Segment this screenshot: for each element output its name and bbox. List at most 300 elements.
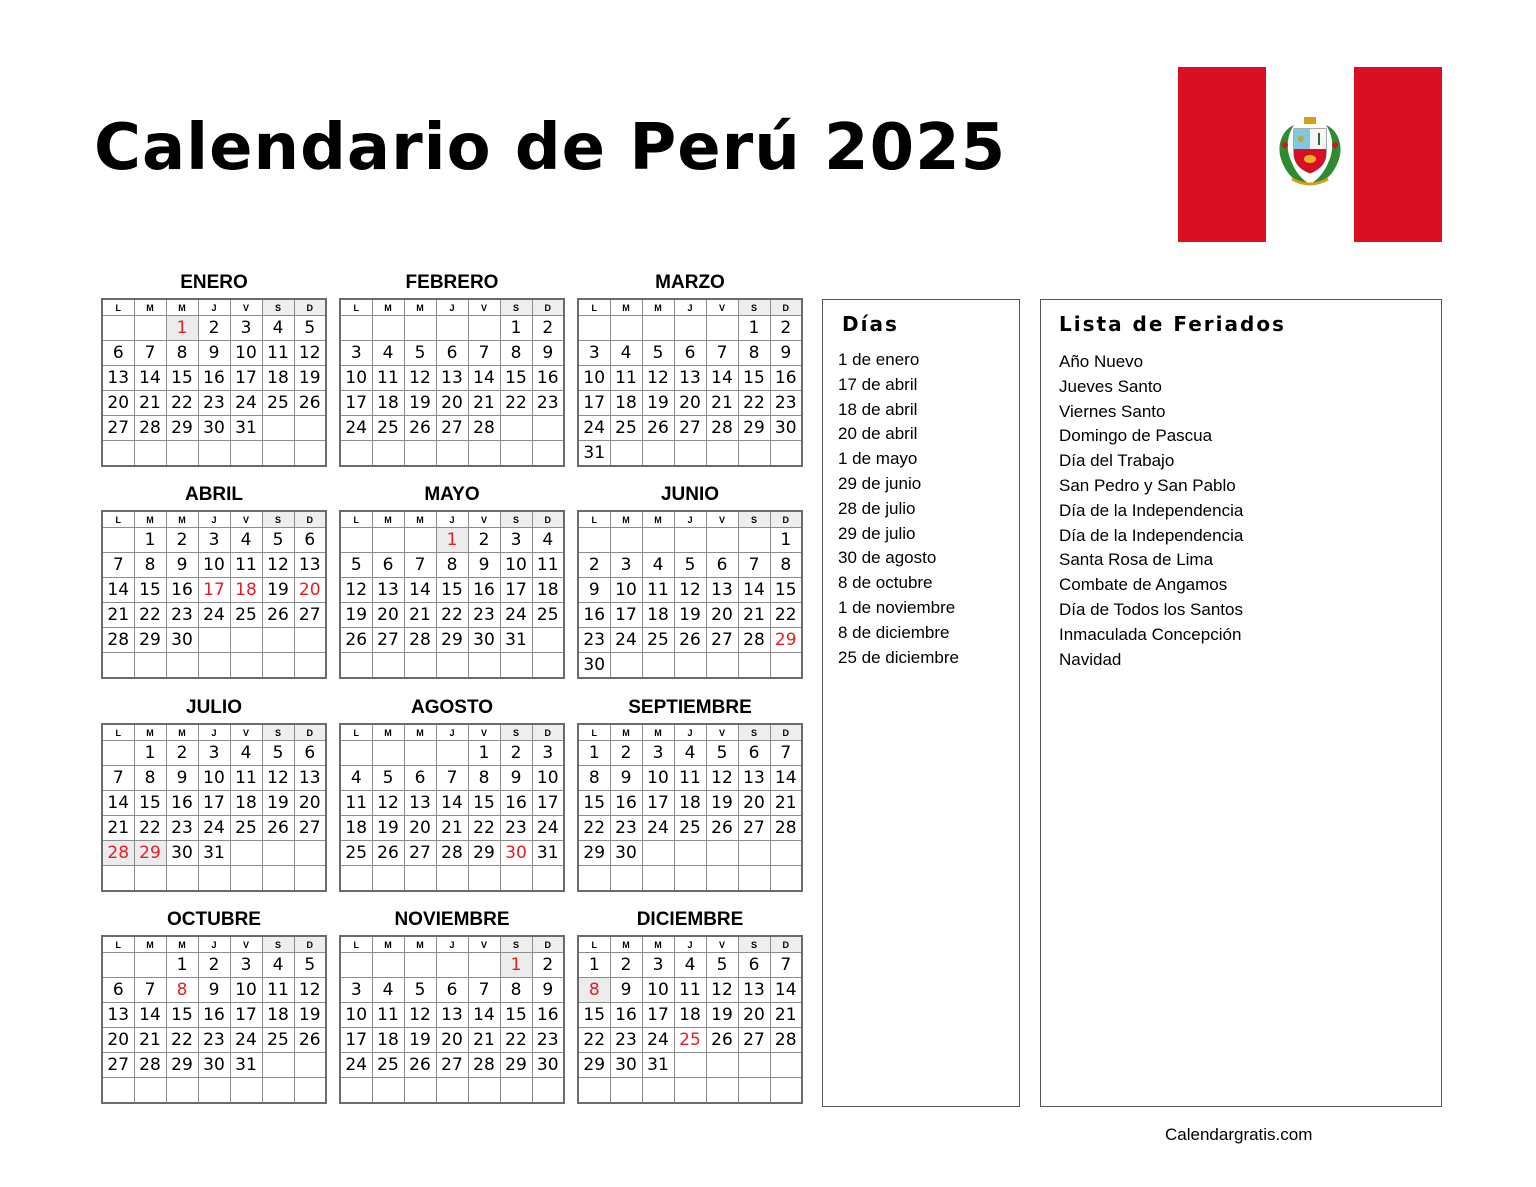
month-title: DICIEMBRE bbox=[636, 909, 744, 930]
day-cell: 21 bbox=[738, 603, 770, 628]
feriados-panel bbox=[1040, 299, 1442, 1107]
day-cell: 12 bbox=[642, 366, 674, 391]
day-cell: 20 bbox=[674, 391, 706, 416]
empty-cell bbox=[468, 316, 500, 341]
day-cell: 5 bbox=[674, 553, 706, 578]
day-cell: 25 bbox=[372, 416, 404, 441]
day-cell: 16 bbox=[578, 603, 610, 628]
week-row bbox=[340, 978, 564, 1003]
feriados-heading: Lista de Feriados bbox=[1059, 312, 1286, 336]
day-cell: 3 bbox=[642, 741, 674, 766]
empty-cell bbox=[102, 866, 134, 892]
week-row bbox=[102, 1003, 326, 1028]
day-cell: 17 bbox=[500, 578, 532, 603]
empty-cell bbox=[166, 1078, 198, 1104]
weekday-header: L bbox=[578, 936, 610, 953]
weekday-header: M bbox=[404, 299, 436, 316]
day-cell: 1 bbox=[134, 741, 166, 766]
day-cell: 19 bbox=[294, 1003, 326, 1028]
dias-item: 29 de junio bbox=[838, 473, 922, 493]
day-cell: 26 bbox=[262, 816, 294, 841]
day-cell: 11 bbox=[262, 341, 294, 366]
day-cell: 6 bbox=[294, 528, 326, 553]
empty-cell bbox=[372, 316, 404, 341]
week-row bbox=[102, 1028, 326, 1053]
day-cell: 16 bbox=[468, 578, 500, 603]
month-grid bbox=[101, 510, 327, 679]
month-grid bbox=[577, 298, 803, 467]
empty-cell bbox=[294, 441, 326, 467]
day-cell: 10 bbox=[610, 578, 642, 603]
weekday-header: D bbox=[532, 299, 564, 316]
day-cell: 28 bbox=[468, 416, 500, 441]
month-calendar bbox=[577, 905, 803, 1104]
empty-cell bbox=[134, 953, 166, 978]
day-cell: 22 bbox=[578, 1028, 610, 1053]
day-cell: 8 bbox=[770, 553, 802, 578]
weekday-header: M bbox=[372, 936, 404, 953]
day-cell: 8 bbox=[738, 341, 770, 366]
month-grid bbox=[101, 935, 327, 1104]
empty-cell bbox=[262, 1078, 294, 1104]
day-cell: 29 bbox=[738, 416, 770, 441]
feriado-item: Viernes Santo bbox=[1059, 401, 1166, 421]
weekday-header: D bbox=[532, 936, 564, 953]
day-cell: 16 bbox=[166, 791, 198, 816]
day-cell: 28 bbox=[770, 816, 802, 841]
day-cell: 7 bbox=[468, 978, 500, 1003]
day-cell: 12 bbox=[404, 366, 436, 391]
day-cell: 28 bbox=[134, 416, 166, 441]
empty-cell bbox=[294, 416, 326, 441]
week-row bbox=[578, 341, 802, 366]
empty-cell bbox=[674, 316, 706, 341]
week-row bbox=[340, 416, 564, 441]
day-cell: 3 bbox=[532, 741, 564, 766]
empty-cell bbox=[166, 441, 198, 467]
empty-cell bbox=[706, 653, 738, 679]
week-row bbox=[578, 1078, 802, 1104]
week-row bbox=[578, 841, 802, 866]
empty-cell bbox=[262, 628, 294, 653]
week-row bbox=[340, 791, 564, 816]
weekday-header: M bbox=[134, 299, 166, 316]
weekday-header: V bbox=[706, 936, 738, 953]
day-cell: 20 bbox=[294, 578, 326, 603]
day-cell: 21 bbox=[102, 816, 134, 841]
empty-cell bbox=[770, 441, 802, 467]
month-calendar bbox=[339, 693, 565, 892]
weekday-header: S bbox=[500, 511, 532, 528]
empty-cell bbox=[230, 841, 262, 866]
day-cell: 24 bbox=[340, 1053, 372, 1078]
empty-cell bbox=[294, 628, 326, 653]
weekday-header: J bbox=[436, 724, 468, 741]
empty-cell bbox=[706, 841, 738, 866]
day-cell: 15 bbox=[166, 366, 198, 391]
day-cell: 23 bbox=[578, 628, 610, 653]
day-cell: 16 bbox=[198, 366, 230, 391]
day-cell: 16 bbox=[500, 791, 532, 816]
day-cell: 9 bbox=[770, 341, 802, 366]
week-row bbox=[102, 603, 326, 628]
dias-item: 30 de agosto bbox=[838, 548, 937, 568]
weekday-header: L bbox=[340, 299, 372, 316]
weekday-header: J bbox=[198, 936, 230, 953]
day-cell: 14 bbox=[404, 578, 436, 603]
weekday-header: V bbox=[468, 299, 500, 316]
day-cell: 3 bbox=[578, 341, 610, 366]
empty-cell bbox=[166, 653, 198, 679]
day-cell: 20 bbox=[436, 1028, 468, 1053]
day-cell: 31 bbox=[230, 416, 262, 441]
month-grid bbox=[339, 935, 565, 1104]
day-cell: 26 bbox=[706, 1028, 738, 1053]
day-cell: 8 bbox=[500, 978, 532, 1003]
day-cell: 25 bbox=[674, 1028, 706, 1053]
day-cell: 21 bbox=[404, 603, 436, 628]
day-cell: 11 bbox=[642, 578, 674, 603]
week-row bbox=[578, 816, 802, 841]
week-row bbox=[578, 766, 802, 791]
empty-cell bbox=[706, 316, 738, 341]
day-cell: 14 bbox=[706, 366, 738, 391]
week-row bbox=[578, 741, 802, 766]
day-cell: 14 bbox=[134, 366, 166, 391]
empty-cell bbox=[706, 441, 738, 467]
week-row bbox=[578, 528, 802, 553]
day-cell: 31 bbox=[230, 1053, 262, 1078]
empty-cell bbox=[610, 866, 642, 892]
day-cell: 4 bbox=[642, 553, 674, 578]
weekday-header: V bbox=[230, 936, 262, 953]
day-cell: 22 bbox=[134, 603, 166, 628]
empty-cell bbox=[610, 1078, 642, 1104]
empty-cell bbox=[706, 528, 738, 553]
day-cell: 6 bbox=[102, 978, 134, 1003]
weekday-header: D bbox=[770, 936, 802, 953]
feriado-item: Navidad bbox=[1059, 649, 1122, 669]
dias-item: 29 de julio bbox=[838, 523, 916, 543]
week-row bbox=[340, 953, 564, 978]
day-cell: 13 bbox=[674, 366, 706, 391]
day-cell: 23 bbox=[468, 603, 500, 628]
day-cell: 25 bbox=[532, 603, 564, 628]
day-cell: 12 bbox=[706, 766, 738, 791]
day-cell: 20 bbox=[706, 603, 738, 628]
day-cell: 29 bbox=[500, 1053, 532, 1078]
day-cell: 27 bbox=[372, 628, 404, 653]
month-title: JUNIO bbox=[660, 484, 720, 505]
day-cell: 23 bbox=[166, 816, 198, 841]
weekday-header: M bbox=[372, 724, 404, 741]
week-row bbox=[578, 603, 802, 628]
flag-right-band bbox=[1354, 67, 1442, 242]
day-cell: 8 bbox=[166, 341, 198, 366]
empty-cell bbox=[198, 653, 230, 679]
day-cell: 10 bbox=[532, 766, 564, 791]
day-cell: 18 bbox=[532, 578, 564, 603]
day-cell: 7 bbox=[738, 553, 770, 578]
feriado-item: Combate de Angamos bbox=[1059, 575, 1228, 595]
week-row bbox=[340, 366, 564, 391]
day-cell: 19 bbox=[262, 791, 294, 816]
weekday-header: M bbox=[610, 511, 642, 528]
day-cell: 15 bbox=[436, 578, 468, 603]
weekday-header: L bbox=[102, 724, 134, 741]
day-cell: 16 bbox=[532, 1003, 564, 1028]
day-cell: 17 bbox=[230, 366, 262, 391]
week-row bbox=[102, 841, 326, 866]
empty-cell bbox=[134, 866, 166, 892]
week-row bbox=[102, 866, 326, 892]
peru-flag bbox=[1178, 67, 1442, 242]
day-cell: 17 bbox=[340, 1028, 372, 1053]
weekday-header: S bbox=[738, 511, 770, 528]
empty-cell bbox=[436, 441, 468, 467]
day-cell: 27 bbox=[738, 816, 770, 841]
day-cell: 20 bbox=[102, 391, 134, 416]
empty-cell bbox=[500, 866, 532, 892]
day-cell: 26 bbox=[294, 1028, 326, 1053]
empty-cell bbox=[610, 653, 642, 679]
week-row bbox=[102, 416, 326, 441]
day-cell: 1 bbox=[468, 741, 500, 766]
day-cell: 14 bbox=[436, 791, 468, 816]
month-title: AGOSTO bbox=[411, 697, 493, 718]
month-title: MARZO bbox=[655, 272, 725, 293]
day-cell: 7 bbox=[102, 766, 134, 791]
day-cell: 10 bbox=[642, 766, 674, 791]
day-cell: 30 bbox=[166, 841, 198, 866]
day-cell: 11 bbox=[230, 766, 262, 791]
week-row bbox=[578, 553, 802, 578]
day-cell: 21 bbox=[770, 791, 802, 816]
day-cell: 17 bbox=[198, 791, 230, 816]
weekday-header: M bbox=[166, 299, 198, 316]
feriado-item: Jueves Santo bbox=[1059, 376, 1163, 396]
weekday-header: J bbox=[436, 511, 468, 528]
day-cell: 7 bbox=[102, 553, 134, 578]
day-cell: 11 bbox=[610, 366, 642, 391]
day-cell: 23 bbox=[610, 816, 642, 841]
weekday-header: S bbox=[500, 724, 532, 741]
day-cell: 24 bbox=[198, 816, 230, 841]
week-row bbox=[340, 391, 564, 416]
weekday-header: J bbox=[436, 936, 468, 953]
empty-cell bbox=[294, 1053, 326, 1078]
day-cell: 3 bbox=[500, 528, 532, 553]
day-cell: 14 bbox=[102, 578, 134, 603]
day-cell: 2 bbox=[532, 316, 564, 341]
week-row bbox=[578, 416, 802, 441]
day-cell: 5 bbox=[262, 528, 294, 553]
week-row bbox=[340, 553, 564, 578]
day-cell: 29 bbox=[134, 841, 166, 866]
day-cell: 21 bbox=[436, 816, 468, 841]
weekday-header: V bbox=[468, 511, 500, 528]
week-row bbox=[102, 578, 326, 603]
week-row bbox=[102, 1053, 326, 1078]
day-cell: 3 bbox=[198, 741, 230, 766]
weekday-header: S bbox=[500, 299, 532, 316]
dias-item: 1 de noviembre bbox=[838, 597, 956, 617]
day-cell: 4 bbox=[262, 953, 294, 978]
day-cell: 24 bbox=[610, 628, 642, 653]
day-cell: 9 bbox=[532, 978, 564, 1003]
empty-cell bbox=[198, 441, 230, 467]
day-cell: 31 bbox=[642, 1053, 674, 1078]
empty-cell bbox=[706, 1053, 738, 1078]
month-grid bbox=[577, 935, 803, 1104]
empty-cell bbox=[294, 1078, 326, 1104]
day-cell: 4 bbox=[610, 341, 642, 366]
feriado-item: Santa Rosa de Lima bbox=[1059, 550, 1214, 570]
week-row bbox=[340, 841, 564, 866]
day-cell: 10 bbox=[198, 766, 230, 791]
empty-cell bbox=[468, 653, 500, 679]
day-cell: 15 bbox=[166, 1003, 198, 1028]
empty-cell bbox=[436, 741, 468, 766]
dias-item: 8 de octubre bbox=[838, 573, 933, 593]
weekday-header: V bbox=[706, 724, 738, 741]
day-cell: 30 bbox=[578, 653, 610, 679]
weekday-header: J bbox=[674, 511, 706, 528]
weekday-header: S bbox=[738, 936, 770, 953]
day-cell: 12 bbox=[294, 341, 326, 366]
week-row bbox=[578, 653, 802, 679]
day-cell: 5 bbox=[404, 978, 436, 1003]
weekday-header: L bbox=[340, 936, 372, 953]
empty-cell bbox=[372, 653, 404, 679]
day-cell: 19 bbox=[340, 603, 372, 628]
week-row bbox=[578, 366, 802, 391]
empty-cell bbox=[532, 1078, 564, 1104]
day-cell: 5 bbox=[294, 316, 326, 341]
feriado-item: Domingo de Pascua bbox=[1059, 426, 1213, 446]
flag-left-band bbox=[1178, 67, 1266, 242]
day-cell: 19 bbox=[262, 578, 294, 603]
day-cell: 20 bbox=[102, 1028, 134, 1053]
day-cell: 30 bbox=[770, 416, 802, 441]
weekday-header: L bbox=[578, 299, 610, 316]
empty-cell bbox=[404, 866, 436, 892]
day-cell: 22 bbox=[134, 816, 166, 841]
weekday-header: M bbox=[372, 299, 404, 316]
day-cell: 11 bbox=[674, 978, 706, 1003]
month-title: NOVIEMBRE bbox=[394, 909, 510, 930]
empty-cell bbox=[500, 441, 532, 467]
day-cell: 27 bbox=[294, 603, 326, 628]
day-cell: 8 bbox=[166, 978, 198, 1003]
week-row bbox=[340, 1078, 564, 1104]
day-cell: 26 bbox=[294, 391, 326, 416]
day-cell: 11 bbox=[372, 366, 404, 391]
day-cell: 7 bbox=[134, 978, 166, 1003]
day-cell: 4 bbox=[674, 741, 706, 766]
day-cell: 7 bbox=[706, 341, 738, 366]
week-row bbox=[340, 741, 564, 766]
month-grid bbox=[577, 723, 803, 892]
empty-cell bbox=[436, 866, 468, 892]
day-cell: 14 bbox=[468, 366, 500, 391]
day-cell: 21 bbox=[134, 1028, 166, 1053]
empty-cell bbox=[134, 653, 166, 679]
day-cell: 12 bbox=[706, 978, 738, 1003]
empty-cell bbox=[262, 1053, 294, 1078]
feriado-item: San Pedro y San Pablo bbox=[1059, 475, 1236, 495]
day-cell: 8 bbox=[468, 766, 500, 791]
empty-cell bbox=[642, 316, 674, 341]
weekday-header: M bbox=[404, 511, 436, 528]
day-cell: 13 bbox=[102, 1003, 134, 1028]
day-cell: 28 bbox=[404, 628, 436, 653]
day-cell: 18 bbox=[372, 1028, 404, 1053]
day-cell: 24 bbox=[230, 391, 262, 416]
day-cell: 2 bbox=[610, 953, 642, 978]
week-row bbox=[102, 978, 326, 1003]
week-row bbox=[102, 791, 326, 816]
day-cell: 28 bbox=[134, 1053, 166, 1078]
day-cell: 27 bbox=[706, 628, 738, 653]
weekday-header: L bbox=[102, 299, 134, 316]
weekday-header: L bbox=[340, 511, 372, 528]
day-cell: 6 bbox=[404, 766, 436, 791]
weekday-header: D bbox=[294, 724, 326, 741]
empty-cell bbox=[198, 1078, 230, 1104]
week-row bbox=[102, 341, 326, 366]
day-cell: 4 bbox=[372, 978, 404, 1003]
day-cell: 8 bbox=[578, 978, 610, 1003]
week-row bbox=[578, 953, 802, 978]
day-cell: 3 bbox=[198, 528, 230, 553]
weekday-header: M bbox=[166, 511, 198, 528]
weekday-header: M bbox=[404, 724, 436, 741]
week-row bbox=[578, 1028, 802, 1053]
day-cell: 23 bbox=[500, 816, 532, 841]
weekday-header: S bbox=[262, 724, 294, 741]
weekday-header: M bbox=[610, 936, 642, 953]
day-cell: 20 bbox=[372, 603, 404, 628]
day-cell: 13 bbox=[102, 366, 134, 391]
day-cell: 13 bbox=[436, 366, 468, 391]
week-row bbox=[102, 628, 326, 653]
week-row bbox=[578, 791, 802, 816]
day-cell: 4 bbox=[230, 741, 262, 766]
dias-list bbox=[838, 348, 1019, 670]
empty-cell bbox=[230, 628, 262, 653]
empty-cell bbox=[134, 1078, 166, 1104]
day-cell: 23 bbox=[198, 1028, 230, 1053]
day-cell: 31 bbox=[532, 841, 564, 866]
empty-cell bbox=[372, 866, 404, 892]
day-cell: 2 bbox=[532, 953, 564, 978]
day-cell: 27 bbox=[738, 1028, 770, 1053]
day-cell: 2 bbox=[770, 316, 802, 341]
day-cell: 8 bbox=[578, 766, 610, 791]
empty-cell bbox=[532, 866, 564, 892]
day-cell: 14 bbox=[770, 766, 802, 791]
day-cell: 27 bbox=[404, 841, 436, 866]
weekday-header: S bbox=[262, 936, 294, 953]
dias-item: 1 de mayo bbox=[838, 449, 918, 469]
day-cell: 12 bbox=[372, 791, 404, 816]
day-cell: 14 bbox=[468, 1003, 500, 1028]
empty-cell bbox=[134, 441, 166, 467]
empty-cell bbox=[610, 441, 642, 467]
day-cell: 17 bbox=[642, 1003, 674, 1028]
day-cell: 15 bbox=[468, 791, 500, 816]
